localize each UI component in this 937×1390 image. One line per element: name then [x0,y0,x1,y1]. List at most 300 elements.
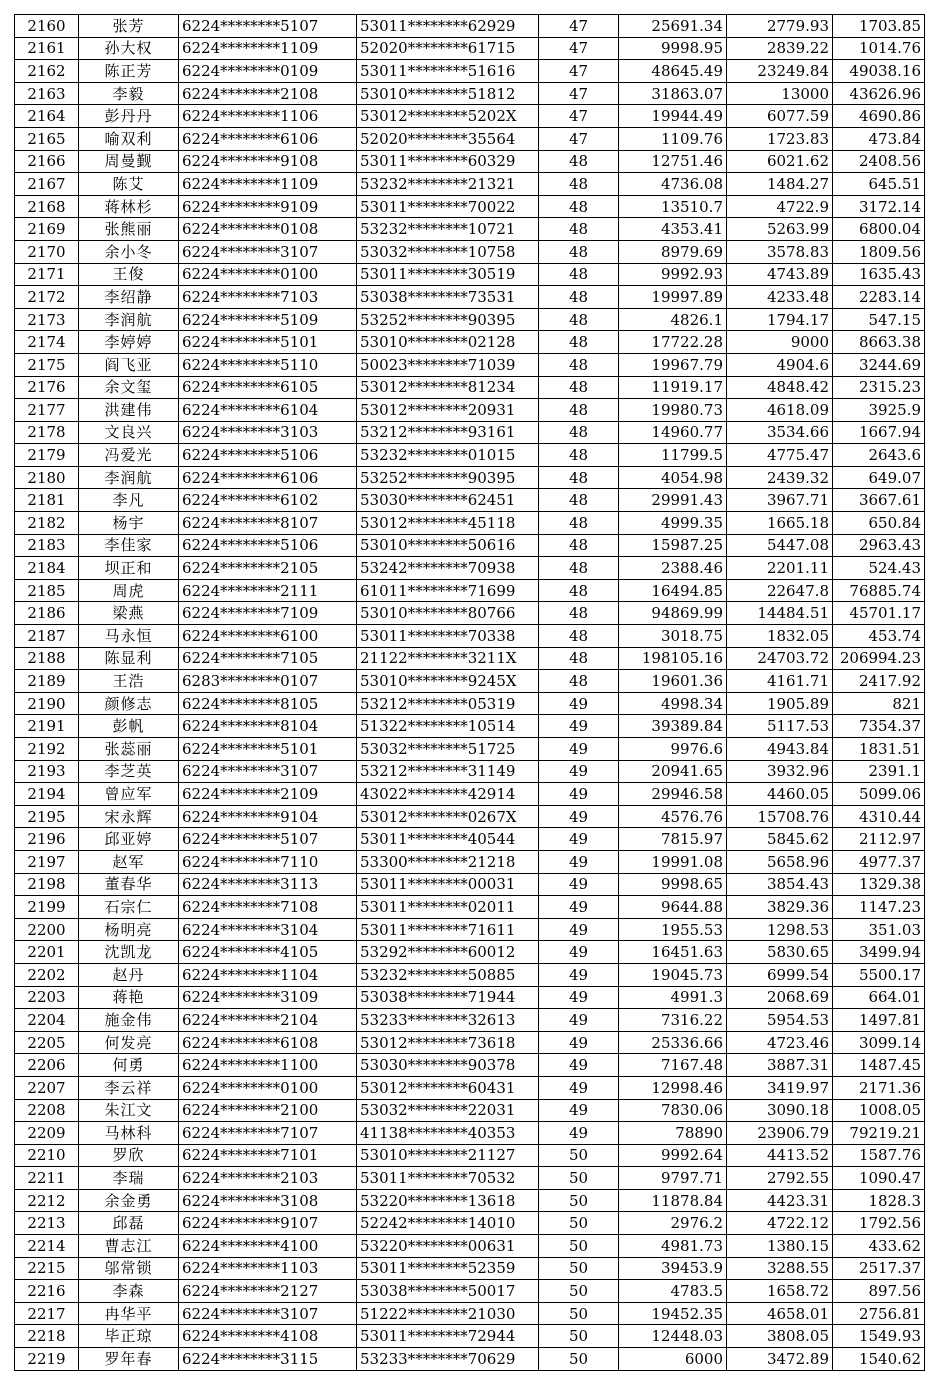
amount-3-cell: 2171.36 [833,1076,925,1099]
amount-3-cell: 2517.37 [833,1257,925,1280]
amount-2-cell: 4775.47 [727,444,833,467]
amount-2-cell: 24703.72 [727,647,833,670]
id-number-cell: 53011********30519 [357,263,539,286]
id-number-cell: 53010********9245X [357,670,539,693]
row-number-cell: 2194 [15,783,79,806]
age-cell: 48 [539,579,619,602]
amount-1-cell: 94869.99 [619,602,727,625]
id-number-cell: 53012********5202X [357,105,539,128]
amount-1-cell: 6000 [619,1348,727,1371]
bank-card-cell: 6224********3103 [179,421,357,444]
name-cell: 坝正和 [79,557,179,580]
table-row [15,15,925,38]
amount-3-cell: 206994.23 [833,647,925,670]
amount-1-cell: 11878.84 [619,1189,727,1212]
table-row [15,353,925,376]
row-number-cell: 2166 [15,150,79,173]
amount-2-cell: 2792.55 [727,1167,833,1190]
amount-2-cell: 5263.99 [727,218,833,241]
name-cell: 王俊 [79,263,179,286]
name-cell: 张蕊丽 [79,738,179,761]
row-number-cell: 2164 [15,105,79,128]
name-cell: 宋永辉 [79,805,179,828]
bank-card-cell: 6224********7103 [179,286,357,309]
amount-1-cell: 198105.16 [619,647,727,670]
row-number-cell: 2190 [15,692,79,715]
bank-card-cell: 6224********7107 [179,1122,357,1145]
bank-card-cell: 6224********0108 [179,218,357,241]
name-cell: 彭帆 [79,715,179,738]
age-cell: 48 [539,150,619,173]
amount-1-cell: 9992.93 [619,263,727,286]
id-number-cell: 53292********60012 [357,941,539,964]
amount-1-cell: 11919.17 [619,376,727,399]
row-number-cell: 2213 [15,1212,79,1235]
table-row [15,1212,925,1235]
age-cell: 48 [539,195,619,218]
name-cell: 曾应军 [79,783,179,806]
age-cell: 50 [539,1144,619,1167]
name-cell: 阎飞亚 [79,353,179,376]
amount-3-cell: 1014.76 [833,37,925,60]
name-cell: 李婷婷 [79,331,179,354]
table-row [15,1099,925,1122]
amount-2-cell: 4848.42 [727,376,833,399]
row-number-cell: 2219 [15,1348,79,1371]
id-number-cell: 52242********14010 [357,1212,539,1235]
name-cell: 陈显利 [79,647,179,670]
amount-1-cell: 14960.77 [619,421,727,444]
table-row [15,218,925,241]
table-row [15,1235,925,1258]
age-cell: 50 [539,1189,619,1212]
bank-card-cell: 6224********5106 [179,534,357,557]
table-row [15,1144,925,1167]
amount-3-cell: 1090.47 [833,1167,925,1190]
amount-3-cell: 2756.81 [833,1302,925,1325]
bank-card-cell: 6224********7110 [179,850,357,873]
amount-1-cell: 4353.41 [619,218,727,241]
table-row [15,579,925,602]
amount-3-cell: 433.62 [833,1235,925,1258]
row-number-cell: 2203 [15,986,79,1009]
id-number-cell: 53220********00631 [357,1235,539,1258]
bank-card-cell: 6224********3108 [179,1189,357,1212]
row-number-cell: 2171 [15,263,79,286]
amount-2-cell: 1380.15 [727,1235,833,1258]
table-row [15,692,925,715]
name-cell: 孙大权 [79,37,179,60]
bank-card-cell: 6224********9104 [179,805,357,828]
id-number-cell: 53252********90395 [357,466,539,489]
table-row [15,444,925,467]
amount-2-cell: 2068.69 [727,986,833,1009]
amount-1-cell: 19980.73 [619,399,727,422]
name-cell: 陈正芳 [79,60,179,83]
amount-3-cell: 2315.23 [833,376,925,399]
table-row [15,760,925,783]
amount-3-cell: 649.07 [833,466,925,489]
amount-2-cell: 3534.66 [727,421,833,444]
age-cell: 50 [539,1235,619,1258]
age-cell: 50 [539,1212,619,1235]
id-number-cell: 53242********70938 [357,557,539,580]
name-cell: 蒋艳 [79,986,179,1009]
id-number-cell: 50023********71039 [357,353,539,376]
amount-1-cell: 3018.75 [619,625,727,648]
table-row [15,738,925,761]
id-number-cell: 53011********70338 [357,625,539,648]
amount-3-cell: 2963.43 [833,534,925,557]
amount-3-cell: 1540.62 [833,1348,925,1371]
bank-card-cell: 6224********3113 [179,873,357,896]
age-cell: 48 [539,670,619,693]
bank-card-cell: 6224********1104 [179,963,357,986]
name-cell: 张芳 [79,15,179,38]
table-row [15,963,925,986]
row-number-cell: 2216 [15,1280,79,1303]
row-number-cell: 2206 [15,1054,79,1077]
age-cell: 50 [539,1348,619,1371]
name-cell: 沈凯龙 [79,941,179,964]
row-number-cell: 2179 [15,444,79,467]
amount-1-cell: 9797.71 [619,1167,727,1190]
table-row [15,1189,925,1212]
bank-card-cell: 6224********7101 [179,1144,357,1167]
amount-3-cell: 6800.04 [833,218,925,241]
name-cell: 朱江文 [79,1099,179,1122]
name-cell: 董春华 [79,873,179,896]
row-number-cell: 2214 [15,1235,79,1258]
table-row [15,421,925,444]
name-cell: 蒋林杉 [79,195,179,218]
age-cell: 48 [539,489,619,512]
table-row [15,670,925,693]
bank-card-cell: 6224********1103 [179,1257,357,1280]
table-row [15,1009,925,1032]
row-number-cell: 2186 [15,602,79,625]
amount-2-cell: 4460.05 [727,783,833,806]
table-row [15,1348,925,1371]
table-row [15,1167,925,1190]
id-number-cell: 53012********81234 [357,376,539,399]
id-number-cell: 53038********71944 [357,986,539,1009]
id-number-cell: 53233********32613 [357,1009,539,1032]
age-cell: 48 [539,331,619,354]
amount-3-cell: 2643.6 [833,444,925,467]
name-cell: 赵丹 [79,963,179,986]
row-number-cell: 2212 [15,1189,79,1212]
amount-2-cell: 4723.46 [727,1031,833,1054]
table-row [15,1257,925,1280]
row-number-cell: 2162 [15,60,79,83]
amount-2-cell: 6077.59 [727,105,833,128]
table-row [15,534,925,557]
bank-card-cell: 6224********2127 [179,1280,357,1303]
bank-card-cell: 6224********0109 [179,60,357,83]
row-number-cell: 2210 [15,1144,79,1167]
id-number-cell: 53030********90378 [357,1054,539,1077]
table-row [15,783,925,806]
id-number-cell: 41138********40353 [357,1122,539,1145]
name-cell: 王浩 [79,670,179,693]
name-cell: 施金伟 [79,1009,179,1032]
id-number-cell: 53012********60431 [357,1076,539,1099]
amount-2-cell: 4618.09 [727,399,833,422]
age-cell: 48 [539,218,619,241]
bank-card-cell: 6224********2100 [179,1099,357,1122]
table-row [15,1280,925,1303]
amount-2-cell: 4423.31 [727,1189,833,1212]
amount-1-cell: 4981.73 [619,1235,727,1258]
age-cell: 49 [539,850,619,873]
amount-3-cell: 1497.81 [833,1009,925,1032]
row-number-cell: 2188 [15,647,79,670]
row-number-cell: 2204 [15,1009,79,1032]
row-number-cell: 2160 [15,15,79,38]
amount-1-cell: 19601.36 [619,670,727,693]
table-row [15,715,925,738]
id-number-cell: 53232********50885 [357,963,539,986]
amount-3-cell: 524.43 [833,557,925,580]
table-row [15,850,925,873]
amount-2-cell: 3808.05 [727,1325,833,1348]
age-cell: 47 [539,127,619,150]
id-number-cell: 53011********71611 [357,918,539,941]
id-number-cell: 53010********02128 [357,331,539,354]
row-number-cell: 2191 [15,715,79,738]
amount-1-cell: 4576.76 [619,805,727,828]
amount-3-cell: 3244.69 [833,353,925,376]
table-row [15,986,925,1009]
age-cell: 49 [539,760,619,783]
amount-3-cell: 3925.9 [833,399,925,422]
name-cell: 梁燕 [79,602,179,625]
amount-3-cell: 2391.1 [833,760,925,783]
id-number-cell: 53011********51616 [357,60,539,83]
name-cell: 何勇 [79,1054,179,1077]
age-cell: 48 [539,286,619,309]
amount-2-cell: 13000 [727,82,833,105]
age-cell: 49 [539,828,619,851]
age-cell: 47 [539,82,619,105]
table-row [15,1031,925,1054]
table-row [15,1122,925,1145]
amount-3-cell: 2112.97 [833,828,925,851]
amount-3-cell: 1147.23 [833,896,925,919]
amount-1-cell: 12751.46 [619,150,727,173]
row-number-cell: 2183 [15,534,79,557]
amount-3-cell: 1487.45 [833,1054,925,1077]
table-body [15,15,925,1371]
id-number-cell: 53011********40544 [357,828,539,851]
age-cell: 48 [539,421,619,444]
amount-3-cell: 5099.06 [833,783,925,806]
row-number-cell: 2175 [15,353,79,376]
row-number-cell: 2196 [15,828,79,851]
id-number-cell: 53232********01015 [357,444,539,467]
amount-1-cell: 1109.76 [619,127,727,150]
age-cell: 48 [539,308,619,331]
row-number-cell: 2167 [15,173,79,196]
name-cell: 毕正琼 [79,1325,179,1348]
name-cell: 李凡 [79,489,179,512]
row-number-cell: 2197 [15,850,79,873]
amount-1-cell: 2976.2 [619,1212,727,1235]
bank-card-cell: 6224********8107 [179,512,357,535]
name-cell: 杨宇 [79,512,179,535]
age-cell: 48 [539,466,619,489]
amount-3-cell: 664.01 [833,986,925,1009]
id-number-cell: 53038********73531 [357,286,539,309]
table-row [15,828,925,851]
id-number-cell: 53011********52359 [357,1257,539,1280]
age-cell: 50 [539,1257,619,1280]
age-cell: 48 [539,173,619,196]
amount-1-cell: 25691.34 [619,15,727,38]
amount-2-cell: 3932.96 [727,760,833,783]
amount-1-cell: 4783.5 [619,1280,727,1303]
name-cell: 邬常锁 [79,1257,179,1280]
name-cell: 李森 [79,1280,179,1303]
amount-3-cell: 650.84 [833,512,925,535]
amount-3-cell: 1587.76 [833,1144,925,1167]
age-cell: 49 [539,1122,619,1145]
row-number-cell: 2163 [15,82,79,105]
bank-card-cell: 6224********3115 [179,1348,357,1371]
name-cell: 罗年春 [79,1348,179,1371]
bank-card-cell: 6224********1106 [179,105,357,128]
amount-1-cell: 29991.43 [619,489,727,512]
amount-3-cell: 897.56 [833,1280,925,1303]
age-cell: 48 [539,263,619,286]
bank-card-cell: 6224********5109 [179,308,357,331]
bank-card-cell: 6224********6106 [179,466,357,489]
name-cell: 周虎 [79,579,179,602]
amount-1-cell: 2388.46 [619,557,727,580]
age-cell: 47 [539,60,619,83]
age-cell: 48 [539,376,619,399]
id-number-cell: 53212********05319 [357,692,539,715]
age-cell: 49 [539,1099,619,1122]
amount-1-cell: 17722.28 [619,331,727,354]
name-cell: 罗欣 [79,1144,179,1167]
table-row [15,195,925,218]
bank-card-cell: 6224********3107 [179,1302,357,1325]
age-cell: 48 [539,353,619,376]
bank-card-cell: 6224********5101 [179,331,357,354]
amount-2-cell: 15708.76 [727,805,833,828]
row-number-cell: 2211 [15,1167,79,1190]
age-cell: 48 [539,625,619,648]
name-cell: 曹志江 [79,1235,179,1258]
amount-1-cell: 7167.48 [619,1054,727,1077]
age-cell: 49 [539,986,619,1009]
age-cell: 49 [539,873,619,896]
id-number-cell: 53032********51725 [357,738,539,761]
bank-card-cell: 6224********7109 [179,602,357,625]
age-cell: 48 [539,444,619,467]
id-number-cell: 53011********02011 [357,896,539,919]
name-cell: 余文玺 [79,376,179,399]
age-cell: 48 [539,557,619,580]
amount-2-cell: 3829.36 [727,896,833,919]
age-cell: 50 [539,1302,619,1325]
row-number-cell: 2182 [15,512,79,535]
id-number-cell: 53010********50616 [357,534,539,557]
amount-3-cell: 4690.86 [833,105,925,128]
amount-1-cell: 12448.03 [619,1325,727,1348]
bank-card-cell: 6224********2105 [179,557,357,580]
amount-3-cell: 1635.43 [833,263,925,286]
name-cell: 邱亚婷 [79,828,179,851]
name-cell: 洪建伟 [79,399,179,422]
age-cell: 47 [539,37,619,60]
amount-3-cell: 8663.38 [833,331,925,354]
amount-1-cell: 11799.5 [619,444,727,467]
name-cell: 张熊丽 [79,218,179,241]
table-row [15,625,925,648]
age-cell: 49 [539,715,619,738]
amount-2-cell: 2779.93 [727,15,833,38]
table-row [15,805,925,828]
age-cell: 50 [539,1325,619,1348]
amount-1-cell: 48645.49 [619,60,727,83]
amount-3-cell: 2417.92 [833,670,925,693]
age-cell: 49 [539,783,619,806]
bank-card-cell: 6283********0107 [179,670,357,693]
amount-2-cell: 5954.53 [727,1009,833,1032]
amount-2-cell: 5117.53 [727,715,833,738]
id-number-cell: 43022********42914 [357,783,539,806]
amount-2-cell: 1905.89 [727,692,833,715]
bank-card-cell: 6224********8105 [179,692,357,715]
amount-3-cell: 351.03 [833,918,925,941]
name-cell: 文良兴 [79,421,179,444]
name-cell: 喻双利 [79,127,179,150]
amount-1-cell: 39453.9 [619,1257,727,1280]
bank-card-cell: 6224********5110 [179,353,357,376]
row-number-cell: 2218 [15,1325,79,1348]
amount-3-cell: 3667.61 [833,489,925,512]
bank-card-cell: 6224********9109 [179,195,357,218]
amount-2-cell: 4722.12 [727,1212,833,1235]
amount-1-cell: 4826.1 [619,308,727,331]
amount-1-cell: 16494.85 [619,579,727,602]
name-cell: 冯爱光 [79,444,179,467]
amount-2-cell: 4233.48 [727,286,833,309]
bank-card-cell: 6224********6106 [179,127,357,150]
amount-3-cell: 1831.51 [833,738,925,761]
bank-card-cell: 6224********4108 [179,1325,357,1348]
bank-card-cell: 6224********2109 [179,783,357,806]
bank-card-cell: 6224********1109 [179,37,357,60]
row-number-cell: 2200 [15,918,79,941]
name-cell: 李云祥 [79,1076,179,1099]
row-number-cell: 2209 [15,1122,79,1145]
amount-2-cell: 1723.83 [727,127,833,150]
amount-3-cell: 43626.96 [833,82,925,105]
table-row [15,602,925,625]
amount-1-cell: 7830.06 [619,1099,727,1122]
amount-3-cell: 49038.16 [833,60,925,83]
bank-card-cell: 6224********5107 [179,15,357,38]
amount-3-cell: 1008.05 [833,1099,925,1122]
row-number-cell: 2184 [15,557,79,580]
id-number-cell: 53011********72944 [357,1325,539,1348]
bank-card-cell: 6224********6108 [179,1031,357,1054]
table-row [15,399,925,422]
